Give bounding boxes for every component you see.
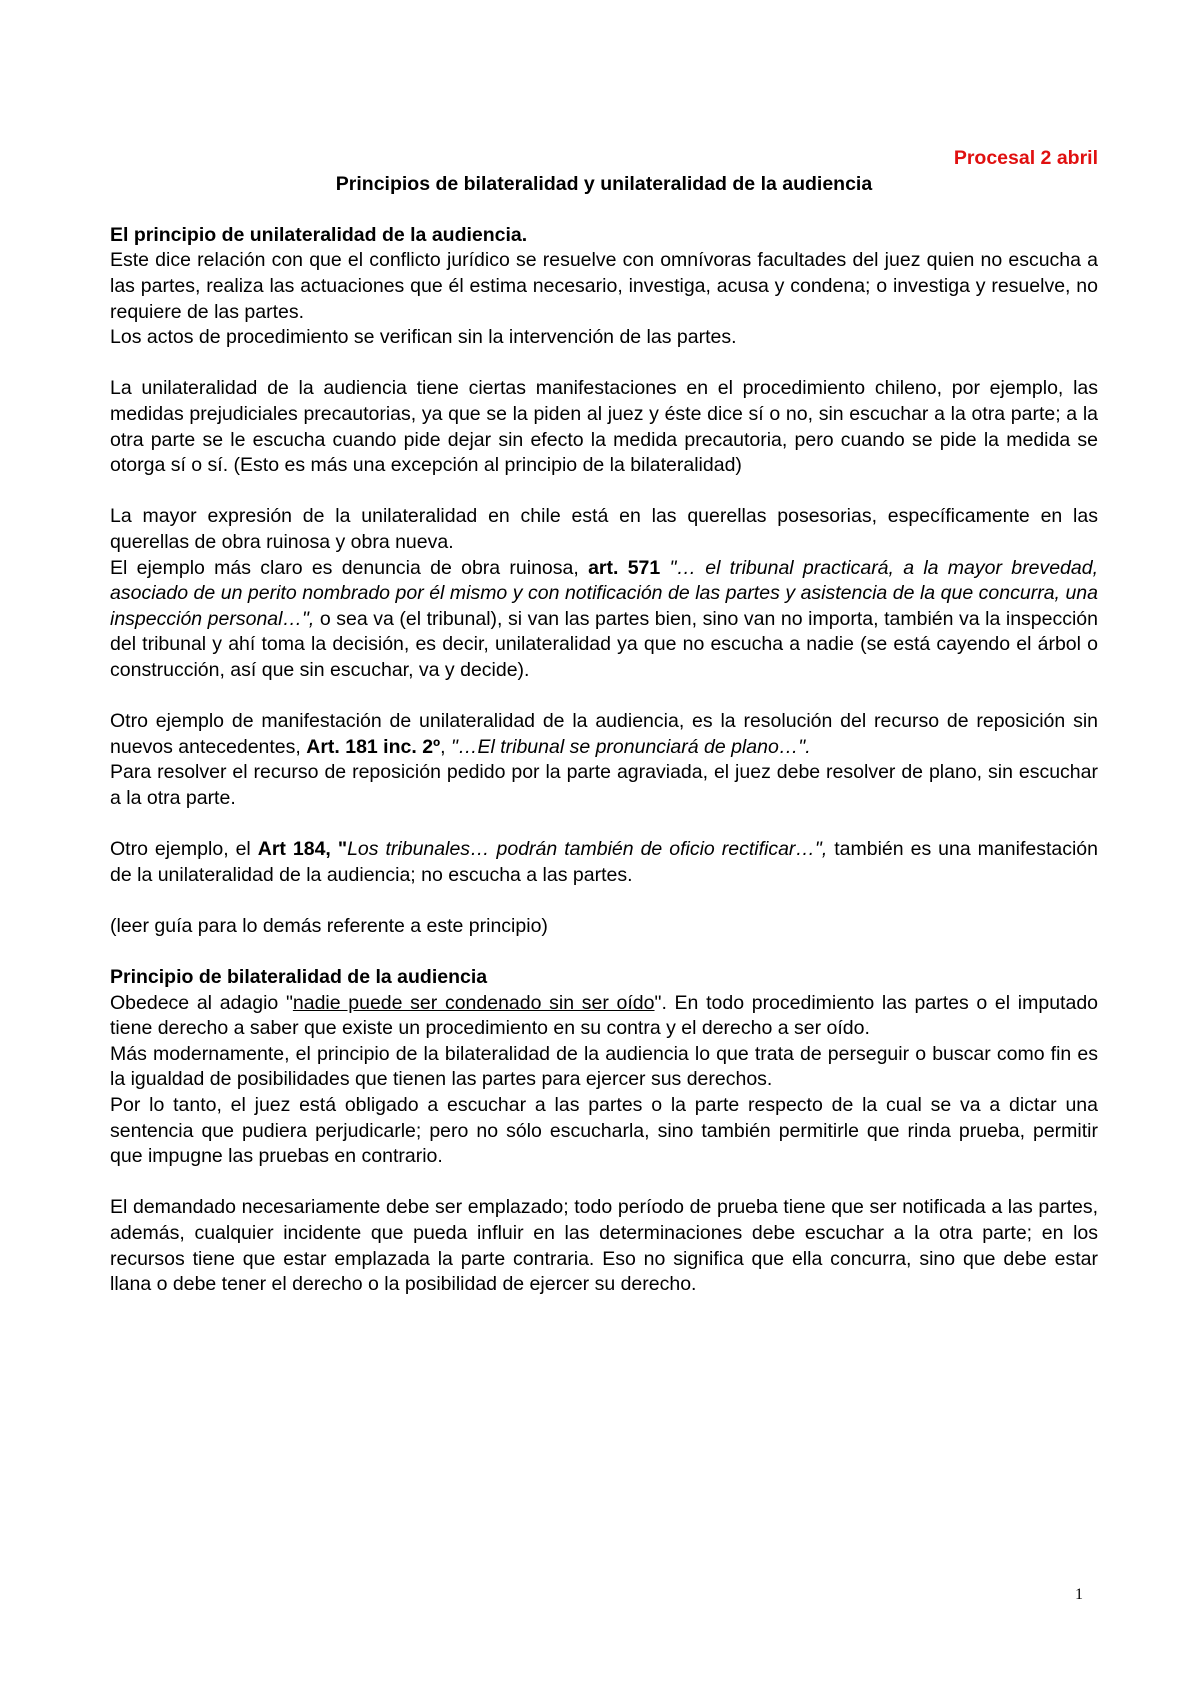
legal-quote: Los tribunales… podrán también de oficio rectificar…", xyxy=(347,838,828,861)
page-number: 1 xyxy=(1075,1586,1083,1603)
spacer xyxy=(110,479,1098,505)
document-title: Principios de bilateralidad y unilateralidad de la audiencia xyxy=(335,172,873,195)
text-run: Otro ejemplo de manifestación de unilateralidad de la audiencia, es la resolución del recurso de reposición sin nuevos antecedentes, xyxy=(110,710,1098,758)
spacer xyxy=(110,811,1098,837)
spacer xyxy=(110,197,1098,223)
article-reference: Art. 181 inc. 2º xyxy=(306,735,441,758)
text-run: Otro ejemplo, el xyxy=(110,838,258,861)
spacer xyxy=(110,683,1098,709)
paragraph-art-184 xyxy=(110,837,1098,888)
text-run: ". En todo procedimiento las partes o el imputado tiene derecho a saber que existe un procedimiento en su contra y el derecho a ser oído. xyxy=(110,991,1099,1040)
underlined-adage: nadie puede ser condenado sin ser oído xyxy=(292,991,655,1014)
text-run: o sea va (el tribunal), si van las partes bien, sino van no importa, también va la inspección del tribunal y ahí toma la decisión, es decir, unilateralidad ya que no escucha a nadie (se está cayendo el árbol o construcción, así que sin escuchar, va y decide). xyxy=(110,607,1098,681)
article-reference: art. 571 xyxy=(588,556,661,579)
legal-quote: "…El tribunal se pronunciará de plano…". xyxy=(451,735,811,758)
paragraph: La unilateralidad de la audiencia tiene ciertas manifestaciones en el procedimiento chileno, por ejemplo, las medidas prejudiciales precautorias, ya que se la piden al juez y éste dice sí o no, sin escuchar a la otra parte; a la otra parte se le escucha cuando pide dejar sin efecto la medida precautoria, pero cuando se pide la medida se otorga sí o sí. (Esto es más una excepción al principio de la bilateralidad) xyxy=(110,377,1098,477)
spacer xyxy=(110,351,1098,377)
paragraph: Más modernamente, el principio de la bilateralidad de la audiencia lo que trata de perseguir o buscar como fin es la igualdad de posibilidades que tienen las partes para ejercer sus derechos. xyxy=(110,1042,1098,1091)
text-run: El ejemplo más claro es denuncia de obra ruinosa, xyxy=(110,556,589,579)
paragraph: La mayor expresión de la unilateralidad en chile está en las querellas posesorias, específicamente en las querellas de obra ruinosa y obra nueva. xyxy=(110,505,1098,553)
text-run: , xyxy=(440,735,452,758)
section-heading-unilateral: El principio de unilateralidad de la audiencia. xyxy=(110,223,528,246)
document-body xyxy=(110,146,1098,1298)
spacer xyxy=(110,939,1098,965)
paragraph: Este dice relación con que el conflicto jurídico se resuelve con omnívoras facultades del juez quien no escucha a las partes, realiza las actuaciones que él estima necesario, investiga, acusa y condena; o investiga y resuelve, no requiere de las partes. xyxy=(110,249,1098,323)
spacer xyxy=(110,1170,1098,1196)
article-reference: Art 184, " xyxy=(257,838,348,861)
paragraph: Por lo tanto, el juez está obligado a escuchar a las partes o la parte respecto de la cual se va a dictar una sentencia que pudiera perjudicarle; pero no sólo escucharla, sino también permitirle que rinda prueba, permitir que impugne las pruebas en contrario. xyxy=(110,1093,1098,1168)
section-heading-bilateral: Principio de bilateralidad de la audiencia xyxy=(110,966,488,988)
paragraph-note: (leer guía para lo demás referente a este principio) xyxy=(110,914,548,937)
spacer xyxy=(110,888,1098,914)
paragraph-art-181 xyxy=(110,709,1098,760)
date-label: Procesal 2 abril xyxy=(953,147,1098,169)
paragraph: Los actos de procedimiento se verifican sin la intervención de las partes. xyxy=(110,326,737,349)
legal-quote: "… el tribunal practicará, a la mayor brevedad, asociado de un perito nombrado por él mismo y con notificación de las partes y asistencia de la que concurra, una inspección personal…", xyxy=(110,556,1098,630)
paragraph: El demandado necesariamente debe ser emplazado; todo período de prueba tiene que ser notificada a las partes, además, cualquier incidente que pueda influir en las determinaciones debe escuchar a la otra parte; en los recursos tiene que estar emplazada la parte contraria. Eso no significa que ella concurra, sino que debe estar llana o debe tener el derecho o la posibilidad de ejercer su derecho. xyxy=(110,1196,1098,1296)
paragraph: Para resolver el recurso de reposición pedido por la parte agraviada, el juez debe resolver de plano, sin escuchar a la otra parte. xyxy=(110,761,1098,809)
paragraph-art-571 xyxy=(110,556,1098,684)
paragraph-adage xyxy=(110,991,1098,1042)
text-run: también es una manifestación de la unilateralidad de la audiencia; no escucha a las partes. xyxy=(110,838,1098,886)
text-run: Obedece al adagio " xyxy=(110,991,293,1014)
